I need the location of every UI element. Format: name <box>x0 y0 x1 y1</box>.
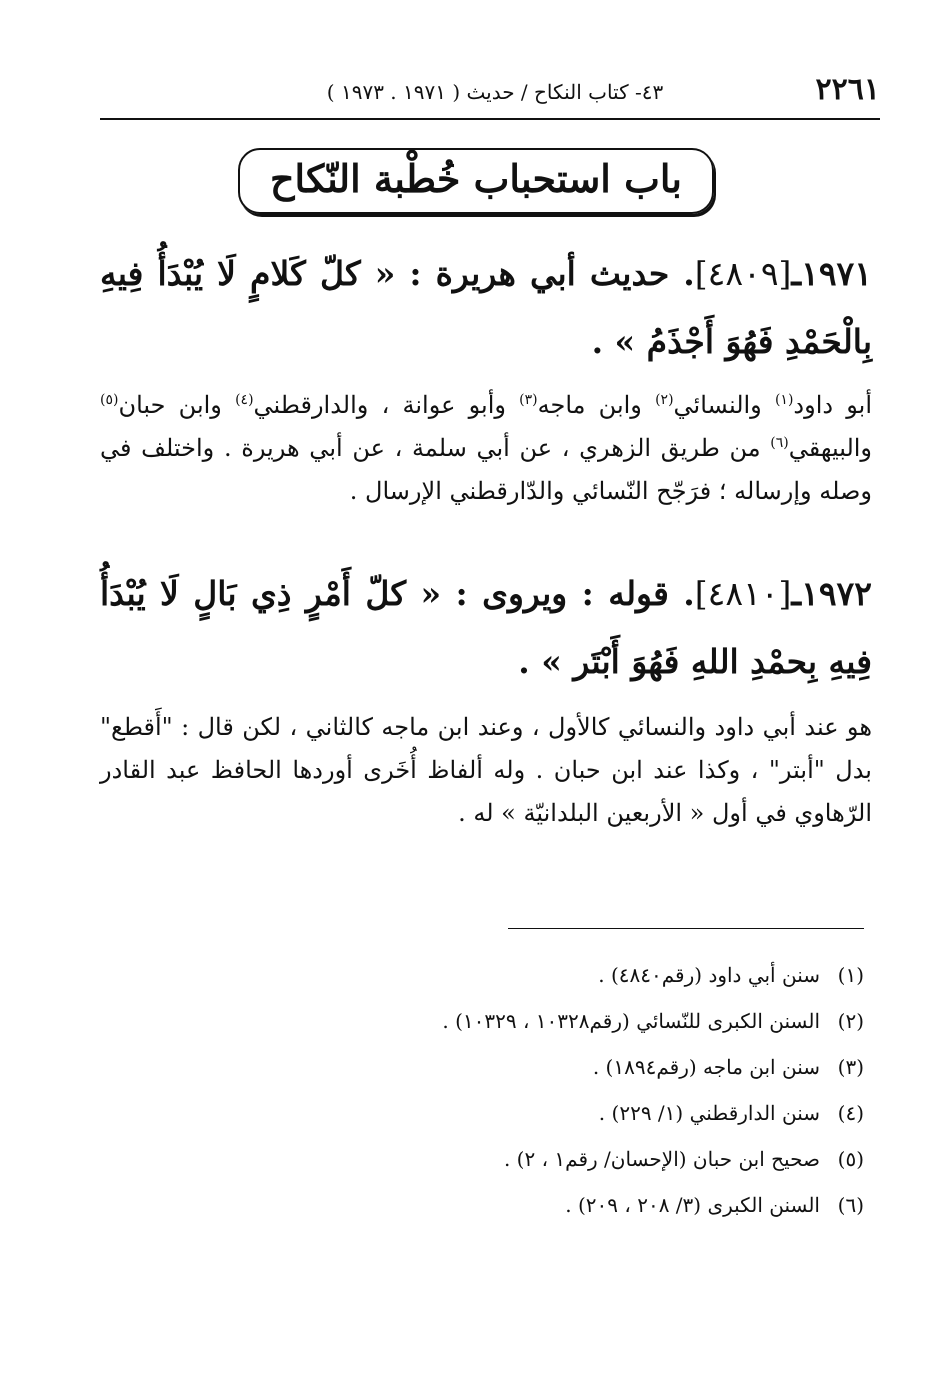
commentary-1971 <box>100 384 872 513</box>
commentary-text: أبو داود <box>793 391 872 419</box>
commentary-text: وأبو عوانة ، والدارقطني <box>253 391 520 419</box>
footnotes-list <box>100 952 864 1228</box>
footnote-marker: (٥) <box>837 1147 864 1171</box>
footnote-ref-3: (٣) <box>519 392 538 408</box>
footnote-marker: (٣) <box>837 1055 864 1079</box>
commentary-text: وابن حبان <box>118 391 236 419</box>
entry-number: ١٩٧١ـ <box>791 254 872 293</box>
commentary-text: وابن ماجه <box>537 391 656 419</box>
footnote-item <box>100 1090 864 1136</box>
footnote-marker: (١) <box>837 963 864 987</box>
entry-reference: [٤٨٠٩] <box>694 254 792 293</box>
page-number: ٢٢٦١ <box>815 72 880 107</box>
running-title: ٤٣- كتاب النكاح / حديث ( ١٩٧١ . ١٩٧٣ ) <box>326 80 664 104</box>
footnote-item <box>100 952 864 998</box>
entry-text: . حديث أبي هريرة : « كلّ كَلامٍ لَا يُبْدَأُ فِيهِ بِالْحَمْدِ فَهُوَ أَجْذَمُ » . <box>100 254 872 361</box>
hadith-entry-1971 <box>100 240 872 376</box>
footnote-text: سنن أبي داود (رقم٤٨٤٠) . <box>598 963 820 987</box>
footnote-marker: (٦) <box>837 1193 864 1217</box>
footnote-text: السنن الكبرى للنّسائي (رقم١٠٣٢٨ ، ١٠٣٢٩) . <box>442 1009 820 1033</box>
footnote-item <box>100 1182 864 1228</box>
footnote-ref-4: (٤) <box>235 392 254 408</box>
footnote-ref-2: (٢) <box>655 392 674 408</box>
footnote-item <box>100 998 864 1044</box>
commentary-1972: هو عند أبي داود والنسائي كالأول ، وعند ابن ماجه كالثاني ، لكن قال : "أَقطع" بدل "أبتر" ، وكذا عند ابن حبان . وله ألفاظ أُخَرى أوردها الحافظ عبد القادر الرّهاوي في أول « الأربعين البلدانيّة » له . <box>100 713 872 827</box>
commentary-text: والنسائي <box>673 391 775 419</box>
footnote-item <box>100 1044 864 1090</box>
entry-number: ١٩٧٢ـ <box>791 574 872 613</box>
footnote-text: السنن الكبرى (٣/ ٢٠٨ ، ٢٠٩) . <box>565 1193 820 1217</box>
running-header <box>100 72 880 114</box>
footnote-ref-5: (٥) <box>100 392 119 408</box>
footnote-marker: (٢) <box>837 1009 864 1033</box>
commentary-text: من طريق الزهري ، عن أبي سلمة ، عن أبي هريرة . واختلف في وصله وإرساله ؛ فرَجّح النّسائي والدّارقطني الإرسال . <box>100 434 872 505</box>
chapter-title: باب استحباب خُطْبة النّكاح <box>238 148 714 214</box>
chapter-heading <box>0 148 952 214</box>
footnote-separator <box>508 928 864 929</box>
hadith-entry-1972 <box>100 560 872 696</box>
footnote-marker: (٤) <box>837 1101 864 1125</box>
entry-reference: [٤٨١٠] <box>694 574 792 613</box>
header-rule <box>100 118 880 120</box>
footnote-text: سنن الدارقطني (١/ ٢٢٩) . <box>598 1101 820 1125</box>
footnote-item <box>100 1136 864 1182</box>
footnote-ref-1: (١) <box>774 392 794 408</box>
footnote-text: سنن ابن ماجه (رقم١٨٩٤) . <box>592 1055 820 1079</box>
commentary-text: والبيهقي <box>788 434 873 462</box>
footnote-ref-6: (٦) <box>770 435 789 451</box>
footnote-text: صحيح ابن حبان (الإحسان/ رقم١ ، ٢) . <box>503 1147 820 1171</box>
entry-text: . قوله : ويروى : « كلّ أَمْرٍ ذِي بَالٍ لَا يُبْدَأُ فِيهِ بِحمْدِ اللهِ فَهُوَ أَبْتَر » . <box>100 574 872 681</box>
